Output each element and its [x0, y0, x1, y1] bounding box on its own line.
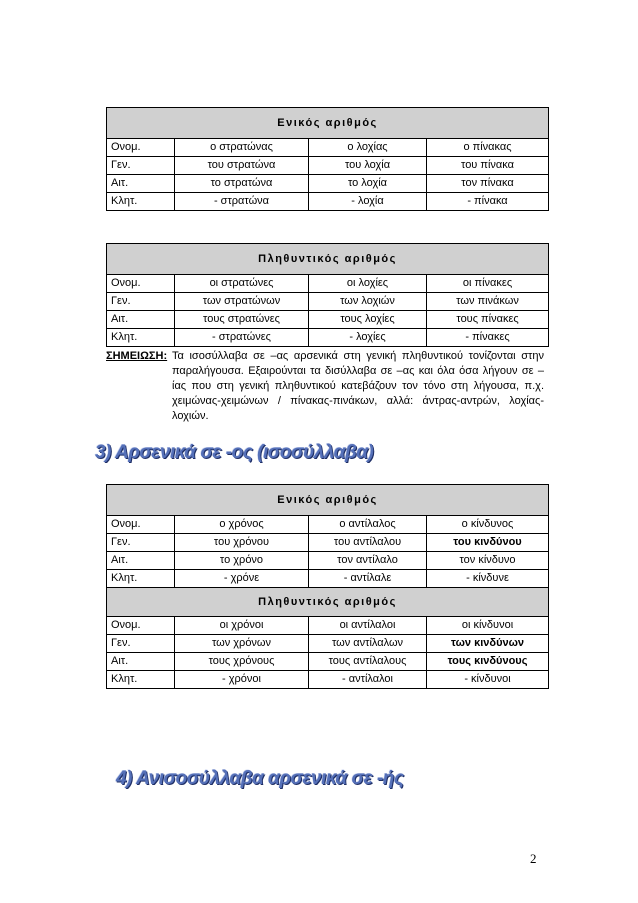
table-cell: ο χρόνος	[175, 516, 309, 534]
table-row	[107, 139, 549, 157]
note-block	[106, 349, 544, 424]
case-label: Κλητ.	[107, 329, 175, 347]
table-cell: οι λοχίες	[309, 275, 427, 293]
table-singular-as	[106, 107, 549, 211]
table-cell: - λοχία	[309, 193, 427, 211]
note-text: Τα ισοσύλλαβα σε –ας αρσενικά στη γενική πληθυντικού τονίζονται στην παραλήγουσα. Εξαιρούνται τα δισύλλαβα σε –ας και όλα όσα λήγουν σε –ίας που στη γενική πληθυντικού κατεβάζουν τον τόνο στη λήγουσα, π.χ. χειμώνας-χειμώνων / πίνακας-πινάκων, αλλά: άντρας-αντρών, λοχίας-λοχιών.	[172, 350, 544, 422]
case-label: Ονομ.	[107, 139, 175, 157]
table-header-singular: Ενικός αριθμός	[107, 485, 549, 516]
table-cell: το στρατώνα	[175, 175, 309, 193]
table-plural-as	[106, 243, 549, 347]
table-row	[107, 157, 549, 175]
case-label: Γεν.	[107, 157, 175, 175]
table-cell: - χρόνε	[175, 570, 309, 588]
case-label: Κλητ.	[107, 570, 175, 588]
table-row	[107, 193, 549, 211]
table-cell: του κινδύνου	[427, 534, 549, 552]
table-cell: το λοχία	[309, 175, 427, 193]
table-row	[107, 617, 549, 635]
table-cell: των λοχιών	[309, 293, 427, 311]
case-label: Γεν.	[107, 635, 175, 653]
table-cell: τους στρατώνες	[175, 311, 309, 329]
table-cell: τον κίνδυνο	[427, 552, 549, 570]
table-cell: των στρατώνων	[175, 293, 309, 311]
table-cell: ο αντίλαλος	[309, 516, 427, 534]
table-cell: - στρατώνες	[175, 329, 309, 347]
case-label: Αιτ.	[107, 653, 175, 671]
table-row	[107, 552, 549, 570]
table-cell: τους κινδύνους	[427, 653, 549, 671]
table-cell: τους πίνακες	[427, 311, 549, 329]
table-cell: ο κίνδυνος	[427, 516, 549, 534]
table-cell: τον αντίλαλο	[309, 552, 427, 570]
case-label: Αιτ.	[107, 175, 175, 193]
table-cell: οι κίνδυνοι	[427, 617, 549, 635]
table-cell: - στρατώνα	[175, 193, 309, 211]
table-row	[107, 329, 549, 347]
table-cell: - αντίλαλε	[309, 570, 427, 588]
case-label: Ονομ.	[107, 617, 175, 635]
table-row	[107, 275, 549, 293]
case-label: Αιτ.	[107, 311, 175, 329]
table-cell: του αντίλαλου	[309, 534, 427, 552]
table-header: Ενικός αριθμός	[107, 108, 549, 139]
case-label: Ονομ.	[107, 275, 175, 293]
table-row	[107, 635, 549, 653]
table-cell: - κίνδυνοι	[427, 671, 549, 689]
table-header-plural: Πληθυντικός αριθμός	[107, 588, 549, 617]
table-row	[107, 671, 549, 689]
table-row	[107, 175, 549, 193]
table-os-declension	[106, 484, 549, 689]
table-cell: - πίνακα	[427, 193, 549, 211]
table-header: Πληθυντικός αριθμός	[107, 244, 549, 275]
section-heading-4: 4) Ανισοσύλλαβα αρσενικά σε -ής	[116, 768, 404, 789]
table-cell: των χρόνων	[175, 635, 309, 653]
table-cell: - λοχίες	[309, 329, 427, 347]
table-cell: οι χρόνοι	[175, 617, 309, 635]
table-cell: ο πίνακας	[427, 139, 549, 157]
table-cell: τους αντίλαλους	[309, 653, 427, 671]
page-number: 2	[530, 851, 537, 866]
case-label: Κλητ.	[107, 193, 175, 211]
table-cell: των αντίλαλων	[309, 635, 427, 653]
table-cell: του χρόνου	[175, 534, 309, 552]
case-label: Ονομ.	[107, 516, 175, 534]
table-row	[107, 293, 549, 311]
table-cell: του στρατώνα	[175, 157, 309, 175]
table-cell: του λοχία	[309, 157, 427, 175]
table-row	[107, 311, 549, 329]
table-row	[107, 570, 549, 588]
table-cell: των πινάκων	[427, 293, 549, 311]
case-label: Γεν.	[107, 293, 175, 311]
table-cell: ο στρατώνας	[175, 139, 309, 157]
table-cell: το χρόνο	[175, 552, 309, 570]
table-row	[107, 653, 549, 671]
table-cell: ο λοχίας	[309, 139, 427, 157]
table-cell: του πίνακα	[427, 157, 549, 175]
case-label: Γεν.	[107, 534, 175, 552]
table-cell: των κινδύνων	[427, 635, 549, 653]
table-cell: - πίνακες	[427, 329, 549, 347]
table-row	[107, 516, 549, 534]
note-label: ΣΗΜΕΙΩΣΗ:	[106, 350, 168, 362]
table-cell: οι αντίλαλοι	[309, 617, 427, 635]
table-cell: τον πίνακα	[427, 175, 549, 193]
table-cell: - κίνδυνε	[427, 570, 549, 588]
case-label: Κλητ.	[107, 671, 175, 689]
table-row	[107, 534, 549, 552]
case-label: Αιτ.	[107, 552, 175, 570]
table-cell: οι πίνακες	[427, 275, 549, 293]
table-cell: τους λοχίες	[309, 311, 427, 329]
table-cell: - αντίλαλοι	[309, 671, 427, 689]
section-heading-3: 3) Αρσενικά σε -ος (ισοσύλλαβα)	[95, 442, 374, 463]
table-cell: - χρόνοι	[175, 671, 309, 689]
table-cell: τους χρόνους	[175, 653, 309, 671]
table-cell: οι στρατώνες	[175, 275, 309, 293]
